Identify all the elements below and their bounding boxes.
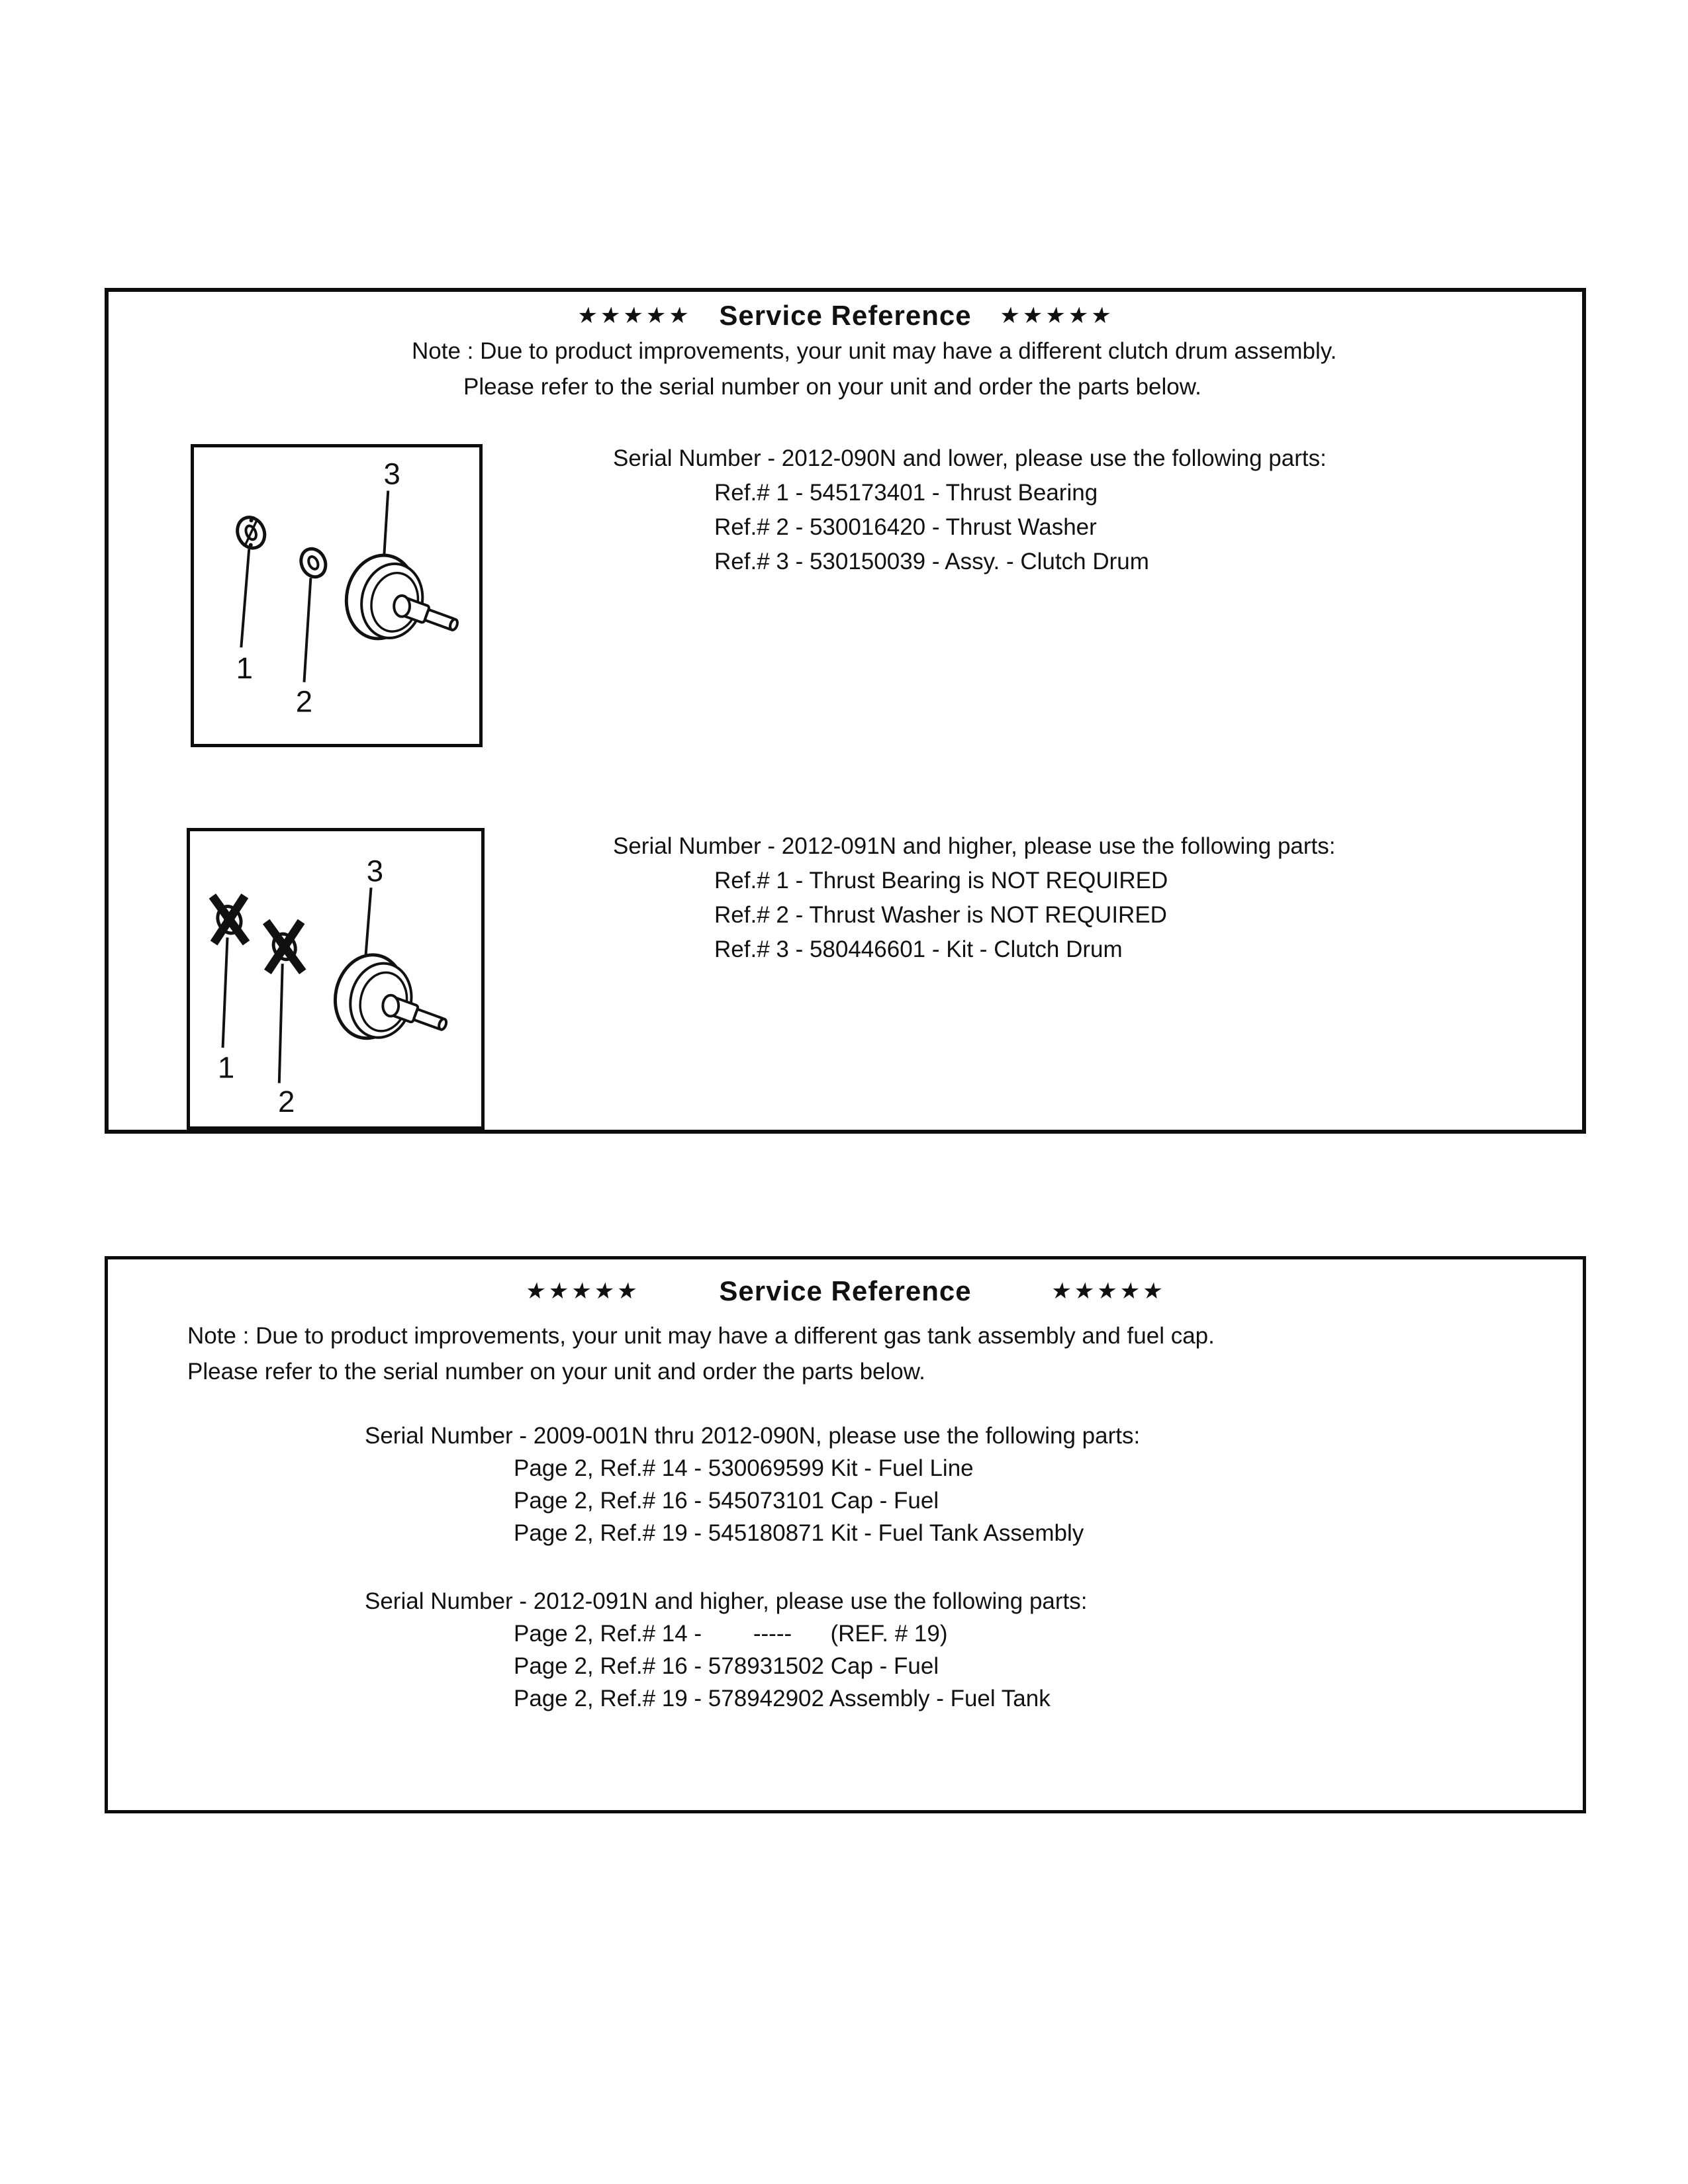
panel1-header [109,300,1582,332]
serial-range-heading: Serial Number - 2009-001N thru 2012-090N, please use the following parts: [365,1423,1141,1449]
part-line: Ref.# 1 - 545173401 - Thrust Bearing [714,480,1098,506]
ref-parts-block-old-serials [365,1420,1140,1549]
part-line: Page 2, Ref.# 16 - 578931502 Cap - Fuel [514,1653,939,1679]
panel2-title: Service Reference [719,1275,972,1306]
service-reference-panel-fuel-tank [105,1256,1586,1813]
leader-line-part3 [366,887,371,954]
figure-label-2: 2 [295,684,313,719]
leader-line-part1 [241,549,249,648]
clutch-drum-drawing-old [194,447,479,744]
panel1-title: Service Reference [719,300,972,331]
leader-line-part3 [384,490,388,555]
panel2-header [108,1275,1583,1307]
serial-range-heading: Serial Number - 2012-090N and lower, please use the following parts: [613,445,1327,471]
figure-label-1: 1 [217,1050,235,1085]
figure-label-3: 3 [383,457,400,491]
stars-left-icon: ★★★★★ [524,1279,642,1304]
part-line: Ref.# 2 - 530016420 - Thrust Washer [714,514,1097,540]
panel1-note-line1: Note : Due to product improvements, your unit may have a different clutch drum assembly. [412,338,1337,364]
clutch-drum-part-drawing [328,948,449,1045]
clutch-drum-drawing-new [190,831,481,1126]
part-line: Page 2, Ref.# 16 - 545073101 Cap - Fuel [514,1488,939,1514]
ref-parts-block-new-serials [365,1585,1087,1715]
part-line: Ref.# 2 - Thrust Washer is NOT REQUIRED [714,902,1167,928]
panel2-note-line2: Please refer to the serial number on your unit and order the parts below. [187,1359,925,1385]
serial-range-heading: Serial Number - 2012-091N and higher, please use the following parts: [365,1588,1088,1614]
part-line: Page 2, Ref.# 19 - 545180871 Kit - Fuel Tank Assembly [514,1520,1084,1546]
part-line: Page 2, Ref.# 19 - 578942902 Assembly - Fuel Tank [514,1686,1051,1711]
clutch-drum-figure-new [187,828,485,1130]
figure-label-2: 2 [277,1085,295,1119]
stars-left-icon: ★★★★★ [575,303,694,328]
part-line: Page 2, Ref.# 14 - 530069599 Kit - Fuel Line [514,1455,974,1481]
leader-line-part1 [223,938,228,1048]
clutch-drum-part-drawing [339,549,460,645]
service-reference-panel-clutch-drum [105,288,1586,1134]
stars-right-icon: ★★★★★ [1049,1279,1167,1304]
clutch-drum-figure-old [191,444,483,747]
part-line: Ref.# 3 - 530150039 - Assy. - Clutch Drum [714,549,1149,574]
figure-label-3: 3 [366,854,384,888]
ref-parts-block-new-serials [613,829,1335,967]
thrust-washer-drawing [297,545,330,580]
leader-line-part2 [304,578,310,682]
ref-parts-block-old-serials [613,441,1327,579]
part-line: Ref.# 3 - 580446601 - Kit - Clutch Drum [714,936,1123,962]
panel1-note-line2: Please refer to the serial number on your unit and order the parts below. [463,374,1201,400]
serial-range-heading: Serial Number - 2012-091N and higher, please use the following parts: [613,833,1336,859]
part-line: Ref.# 1 - Thrust Bearing is NOT REQUIRED [714,868,1168,893]
thrust-bearing-drawing [232,513,269,553]
leader-line-part2 [279,964,283,1083]
stars-right-icon: ★★★★★ [997,303,1115,328]
figure-label-1: 1 [236,651,253,685]
part-line: Page 2, Ref.# 14 - ----- (REF. # 19) [514,1621,948,1647]
panel2-note-line1: Note : Due to product improvements, your unit may have a different gas tank assembly and fuel cap. [187,1323,1215,1349]
